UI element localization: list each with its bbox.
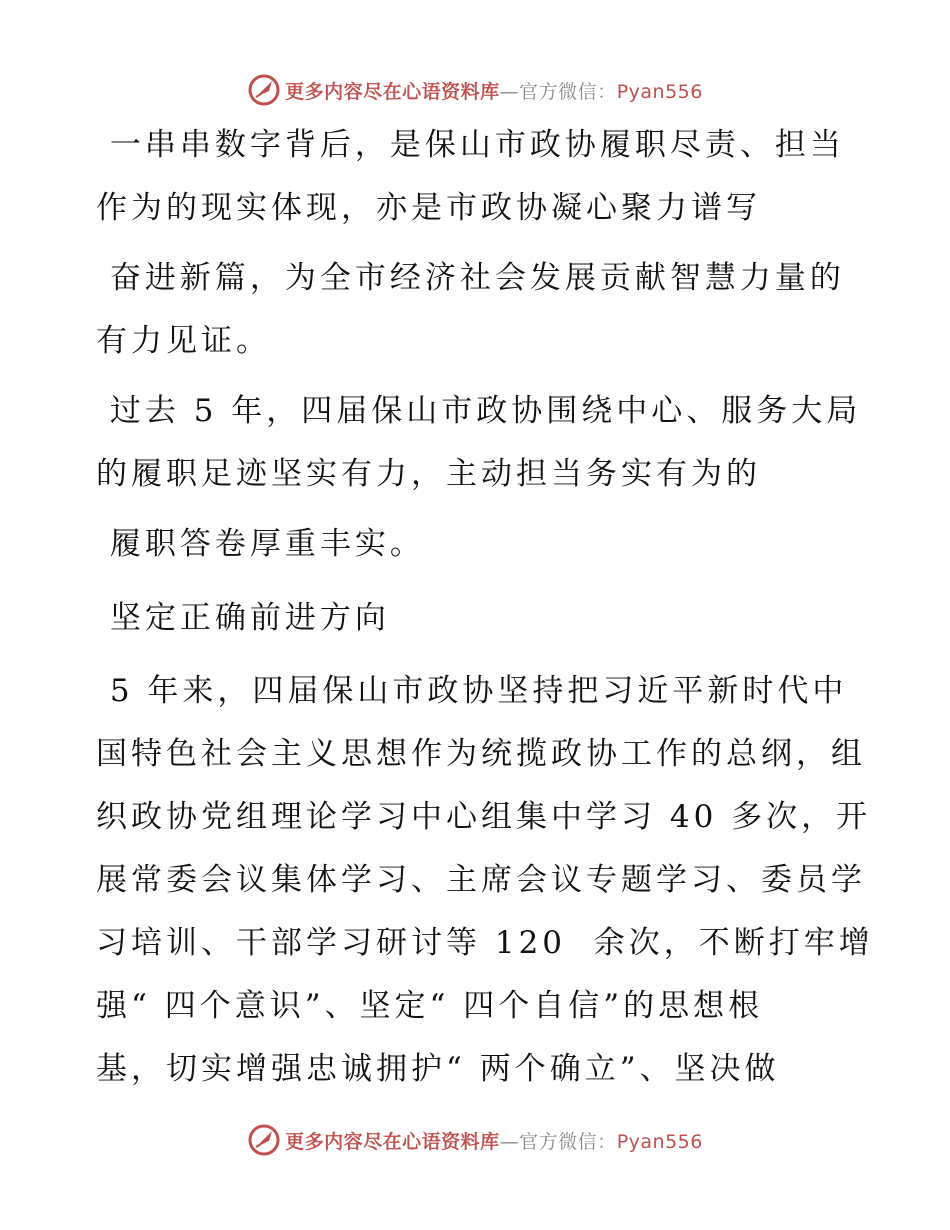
section-heading: 坚定正确前进方向 [96,600,390,636]
text-line: 有力见证。 [96,323,271,359]
text-line: 5 年来，四届保山市政协坚持把习近平新时代中 [96,673,848,709]
text-line: 强“ 四个意识”、坚定“ 四个自信”的思想根 [96,988,764,1024]
text-line: 一串串数字背后，是保山市政协履职尽责、担当 [96,127,845,163]
watermark-separator: — [499,80,520,103]
watermark-brand: 更多内容尽在心语资料库 [285,80,500,103]
text-line: 展常委会议集体学习、主席会议专题学习、委员学 [96,862,866,898]
watermark-official: 官方微信： [519,1130,617,1153]
text-line: 的履职足迹坚实有力，主动担当务实有为的 [96,456,761,492]
watermark-brand: 更多内容尽在心语资料库 [285,1130,500,1153]
watermark-separator: — [499,1130,520,1153]
watermark-official: 官方微信： [519,80,617,103]
text-line: 奋进新篇，为全市经济社会发展贡献智慧力量的 [96,260,845,296]
text-line: 基，切实增强忠诚拥护“ 两个确立”、坚决做 [96,1051,780,1087]
watermark-account: Pyan556 [616,80,703,103]
watermark-account: Pyan556 [616,1130,703,1153]
quill-logo-icon [247,1123,281,1157]
text-line: 履职答卷厚重丰实。 [96,526,425,562]
text-line: 织政协党组理论学习中心组集中学习 40 多次，开 [96,799,872,835]
text-line: 过去 5 年，四届保山市政协围绕中心、服务大局 [96,393,862,429]
watermark-text [285,1127,703,1154]
text-line: 作为的现实体现，亦是市政协凝心聚力谱写 [96,190,761,226]
footer-watermark [0,1120,950,1160]
text-line: 习培训、干部学习研讨等 120 余次，不断打牢增 [96,925,874,961]
text-line: 国特色社会主义思想作为统揽政协工作的总纲，组 [96,736,866,772]
